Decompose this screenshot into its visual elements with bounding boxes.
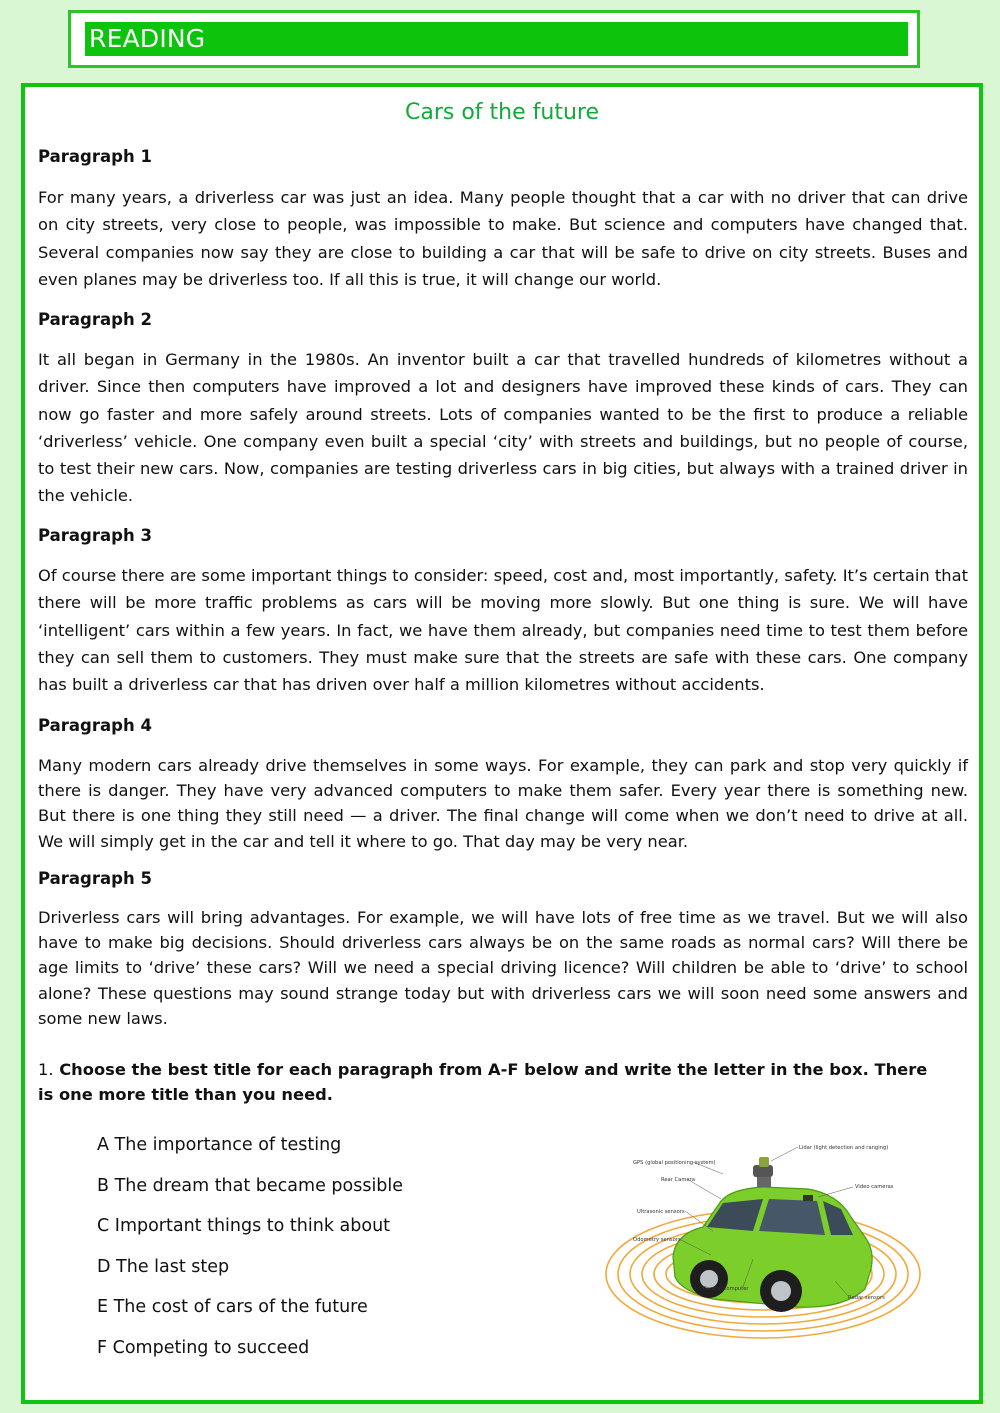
- option-b: B The dream that became possible: [97, 1176, 404, 1196]
- paragraph-3-heading: Paragraph 3: [38, 526, 152, 545]
- exercise-number: 1.: [38, 1060, 54, 1079]
- driverless-car-illustration: [603, 1139, 923, 1345]
- label-video-cameras: Video cameras: [855, 1184, 894, 1190]
- option-a: A The importance of testing: [97, 1135, 342, 1155]
- paragraph-1-heading: Paragraph 1: [38, 147, 152, 166]
- paragraph-3-text: Of course there are some important things to consider: speed, cost and, most importantly, safety. It’s certain that there will be more traffic problems as cars will be moving more slowly. But one thing is sure. We will have ‘intelligent’ cars within a few years. In fact, we have them already, but companies need time to test them before they can sell them to customers. They must make sure that the streets are safe with these cars. One company has built a driverless car that has driven over half a million kilometres without accidents.: [38, 566, 968, 695]
- label-rear-camera: Rear Camera: [661, 1177, 695, 1183]
- paragraph-2-heading: Paragraph 2: [38, 310, 152, 329]
- reading-header: [68, 10, 920, 68]
- label-lidar: Lidar (light detection and ranging): [799, 1145, 889, 1151]
- paragraph-5-text: Driverless cars will bring advantages. For example, we will have lots of free time as we travel. But we will also have to make big decisions. Should driverless cars always be on the same roads as normal cars? Will there be age limits to ‘drive’ these cars? Will we need a special driving licence? Will children be able to ‘drive’ to school alone? These questions may sound strange today but with driverless cars we will soon need some answers and some new laws.: [38, 908, 968, 1028]
- reading-panel: [21, 83, 983, 1404]
- exercise-instruction: [38, 1057, 943, 1107]
- car-diagram-svg: [603, 1139, 923, 1345]
- label-central-computer: Central computer: [703, 1286, 749, 1292]
- paragraph-1-text: For many years, a driverless car was just an idea. Many people thought that a car with no driver that can drive on city streets, very close to people, was impossible to make. But science and computers have changed that. Several companies now say they are close to building a car that will be safe to drive on city streets. Buses and even planes may be driverless too. If all this is true, it will change our world.: [38, 188, 968, 289]
- paragraph-4-heading: Paragraph 4: [38, 716, 152, 735]
- option-f: F Competing to succeed: [97, 1338, 310, 1358]
- paragraph-5-heading: Paragraph 5: [38, 869, 152, 888]
- option-e: E The cost of cars of the future: [97, 1297, 368, 1317]
- section-title: READING: [89, 24, 206, 53]
- option-d: D The last step: [97, 1257, 230, 1277]
- label-radar-sensors: Radar sensors: [848, 1295, 885, 1301]
- option-c: C Important things to think about: [97, 1216, 391, 1236]
- label-ultrasonic-sensors: Ultrasonic sensors: [637, 1209, 685, 1215]
- reading-header-bar: [85, 22, 908, 56]
- paragraph-2-text: It all began in Germany in the 1980s. An inventor built a car that travelled hundreds of kilometres without a driver. Since then computers have improved a lot and designers have improved these kinds of cars. They can now go faster and more safely around streets. Lots of companies wanted to be the first to produce a reliable ‘driverless’ vehicle. One company even built a special ‘city’ with streets and buildings, but no people of course, to test their new cars. Now, companies are testing driverless cars in big cities, but always with a trained driver in the vehicle.: [38, 350, 968, 506]
- exercise-instruction-text: Choose the best title for each paragraph from A-F below and write the letter in the box. There is one more title than you need.: [38, 1060, 928, 1104]
- article-title: Cars of the future: [405, 100, 599, 125]
- paragraph-4-text: Many modern cars already drive themselves in some ways. For example, they can park and stop very quickly if there is danger. They have very advanced computers to make them safer. Every year there is something new. But there is one thing they still need — a driver. The final change will come when we don’t need to drive at all. We will simply get in the car and tell it where to go. That day may be very near.: [38, 756, 968, 851]
- label-odometry-sensors: Odometry sensors: [633, 1237, 681, 1243]
- label-gps: GPS (global positioning system): [633, 1160, 716, 1166]
